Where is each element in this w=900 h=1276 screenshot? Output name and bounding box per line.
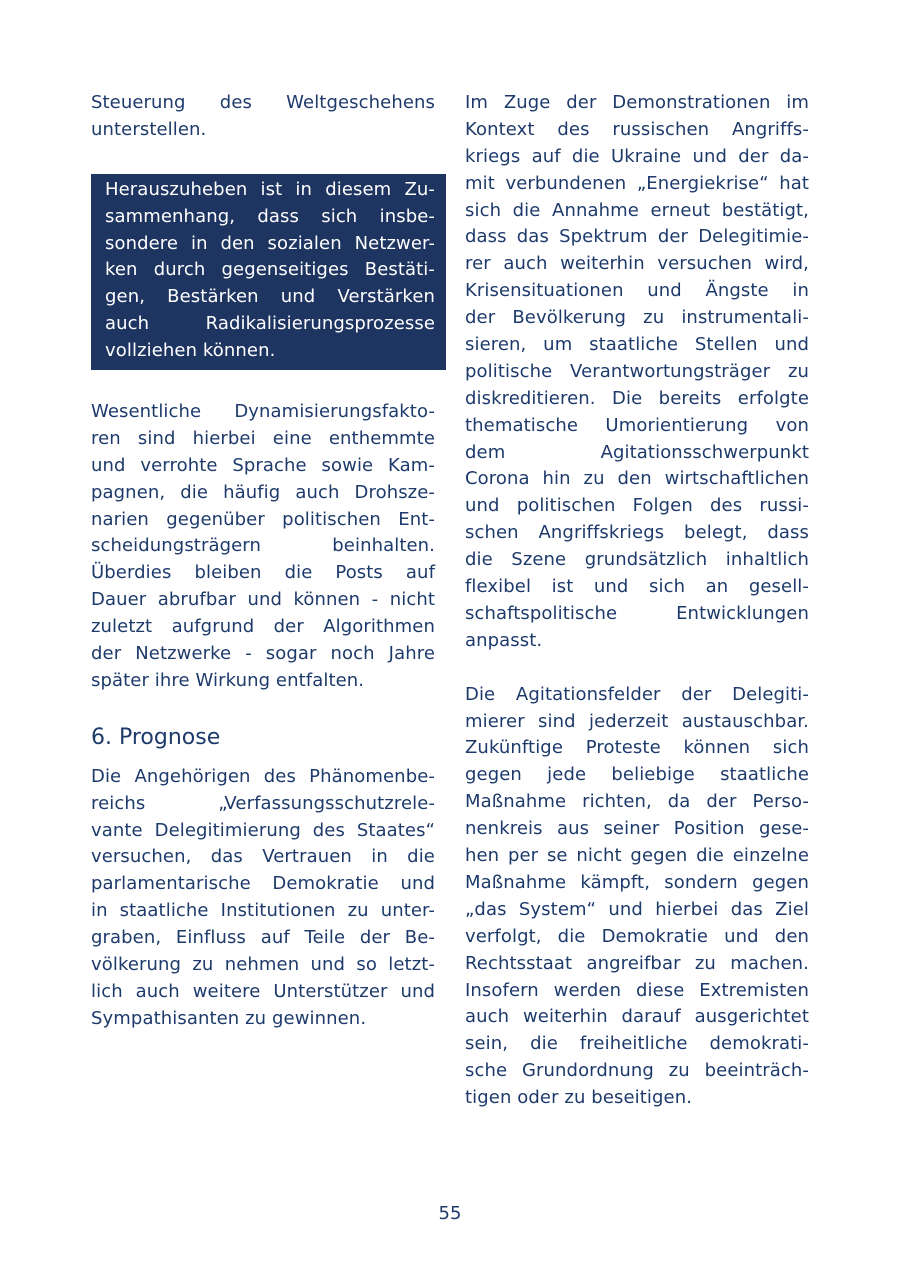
- section-heading: 6. Prognose: [91, 724, 221, 750]
- text-line: gegen jede beliebige staatliche: [465, 764, 809, 786]
- text-line: auch Radikalisierungsprozesse: [105, 313, 435, 335]
- text-line: Überdies bleiben die Posts auf: [91, 562, 435, 584]
- text-line: die Szene grundsätzlich inhaltlich: [465, 549, 809, 571]
- prognosis-paragraph: [91, 764, 435, 1033]
- text-line: narien gegenüber politischen Ent-: [91, 508, 435, 530]
- text-line: unterstellen.: [91, 118, 207, 140]
- text-line: nenkreis aus seiner Position gese-: [465, 818, 809, 840]
- text-line: tigen oder zu beseitigen.: [465, 1087, 693, 1109]
- text-line: zuletzt aufgrund der Algorithmen: [91, 616, 435, 638]
- text-line: Insofern werden diese Extremisten: [465, 979, 809, 1001]
- text-line: und verrohte Sprache sowie Kam-: [91, 454, 435, 476]
- text-line: schaftspolitische Entwicklungen: [465, 602, 809, 624]
- highlight-box: [91, 174, 446, 370]
- text-line: Maßnahme kämpft, sondern gegen: [465, 871, 809, 893]
- text-line: Zukünftige Proteste können sich: [465, 737, 809, 759]
- text-line: Die Angehörigen des Phänomenbe-: [91, 765, 435, 787]
- text-line: sich die Annahme erneut bestätigt,: [465, 199, 809, 221]
- text-line: ken durch gegenseitiges Bestäti-: [105, 259, 435, 281]
- agitation-paragraph: [465, 682, 809, 1112]
- text-line: mierer sind jederzeit austauschbar.: [465, 710, 809, 732]
- right-column: [465, 90, 809, 1112]
- text-line: der Bevölkerung zu instrumentali-: [465, 307, 809, 329]
- text-line: pagnen, die häufig auch Drohsze-: [91, 481, 435, 503]
- text-line: politische Verantwortungsträger zu: [465, 360, 809, 382]
- text-line: Maßnahme richten, da der Perso-: [465, 791, 809, 813]
- text-line: „das System“ und hierbei das Ziel: [465, 898, 809, 920]
- text-line: versuchen, das Vertrauen in die: [91, 846, 435, 868]
- text-line: in staatliche Institutionen zu unter-: [91, 900, 435, 922]
- spacer: [91, 370, 435, 399]
- text-line: schen Angriffskriegs belegt, dass: [465, 522, 809, 544]
- text-line: Dauer abrufbar und können - nicht: [91, 589, 435, 611]
- text-line: völkerung zu nehmen und so letzt-: [91, 954, 435, 976]
- left-column: [91, 90, 435, 1033]
- text-line: dem Agitationsschwerpunkt: [465, 441, 809, 463]
- text-line: Wesentliche Dynamisierungsfakto-: [91, 401, 435, 423]
- text-line: sche Grundordnung zu beeinträch-: [465, 1060, 809, 1082]
- text-line: und politischen Folgen des russi-: [465, 495, 809, 517]
- text-line: Steuerung des Weltgeschehens: [91, 92, 435, 113]
- text-line: Krisensituationen und Ängste in: [465, 280, 809, 302]
- text-line: Kontext des russischen Angriffs-: [465, 118, 809, 140]
- text-line: sondere in den sozialen Netzwer-: [105, 232, 435, 254]
- text-line: vante Delegitimierung des Staates“: [91, 819, 435, 841]
- text-line: sein, die freiheitliche demokrati-: [465, 1033, 809, 1055]
- text-line: mit verbundenen „Energiekrise“ hat: [465, 172, 809, 194]
- text-line: Herauszuheben ist in diesem Zu-: [105, 178, 435, 200]
- text-line: Im Zuge der Demonstrationen im: [465, 92, 809, 113]
- text-line: diskreditieren. Die bereits erfolgte: [465, 387, 809, 409]
- text-line: ren sind hierbei eine enthemmte: [91, 427, 435, 449]
- text-line: rer auch weiterhin versuchen wird,: [465, 253, 809, 275]
- text-line: verfolgt, die Demokratie und den: [465, 925, 809, 947]
- text-line: lich auch weitere Unterstützer und: [91, 980, 435, 1002]
- text-line: kriegs auf die Ukraine und der da-: [465, 145, 809, 167]
- text-line: vollziehen können.: [105, 340, 276, 362]
- text-line: dass das Spektrum der Delegitimie-: [465, 226, 809, 248]
- text-line: der Netzwerke - sogar noch Jahre: [91, 643, 435, 665]
- context-paragraph: [465, 90, 809, 655]
- text-line: scheidungsträgern beinhalten.: [91, 535, 435, 557]
- text-line: hen per se nicht gegen die einzelne: [465, 845, 809, 867]
- text-line: sieren, um staatliche Stellen und: [465, 334, 809, 356]
- text-line: sammenhang, dass sich insbe-: [105, 205, 435, 227]
- spacer: [465, 655, 809, 682]
- text-line: Corona hin zu den wirtschaftlichen: [465, 468, 809, 490]
- text-line: Rechtsstaat angreifbar zu machen.: [465, 952, 809, 974]
- page-number: 55: [438, 1203, 462, 1224]
- text-line: Sympathisanten zu gewinnen.: [91, 1007, 367, 1029]
- text-line: anpasst.: [465, 629, 543, 651]
- text-line: reichs „Verfassungsschutzrele-: [91, 792, 435, 814]
- text-line: thematische Umorientierung von: [465, 414, 809, 436]
- text-line: Die Agitationsfelder der Delegiti-: [465, 683, 809, 705]
- text-line: auch weiterhin darauf ausgerichtet: [465, 1006, 809, 1028]
- text-line: flexibel ist und sich an gesell-: [465, 576, 809, 598]
- text-line: parlamentarische Demokratie und: [91, 873, 435, 895]
- intro-paragraph: [91, 90, 435, 144]
- text-line: graben, Einfluss auf Teile der Be-: [91, 927, 435, 949]
- text-line: später ihre Wirkung entfalten.: [91, 669, 365, 691]
- dynamics-paragraph: [91, 399, 435, 695]
- text-line: gen, Bestärken und Verstärken: [105, 286, 435, 308]
